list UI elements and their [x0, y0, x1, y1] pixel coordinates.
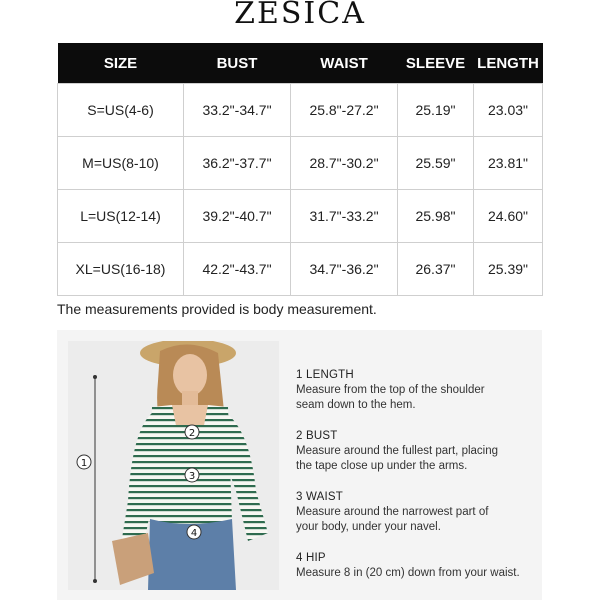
cell-length: 23.81"	[474, 137, 543, 190]
cell-bust: 39.2"-40.7"	[184, 190, 291, 243]
brand-logo: ZESICA	[234, 0, 366, 31]
cell-size: M=US(8-10)	[58, 137, 184, 190]
table-row	[58, 137, 543, 190]
marker-label: 4	[190, 528, 198, 539]
cell-sleeve: 25.59"	[398, 137, 474, 190]
instruction-bust	[296, 429, 541, 474]
instruction-line: your body, under your navel.	[296, 521, 441, 533]
cell-size: L=US(12-14)	[58, 190, 184, 243]
cell-length: 23.03"	[474, 84, 543, 137]
instruction-line: Measure around the fullest part, placing	[296, 445, 499, 457]
model-photo	[68, 341, 279, 590]
cell-waist: 31.7"-33.2"	[291, 190, 398, 243]
marker-waist	[185, 468, 199, 482]
header-waist: WAIST	[291, 43, 398, 84]
measurement-note: The measurements provided is body measurement.	[57, 301, 377, 317]
size-chart-table	[57, 43, 543, 296]
measurement-instructions	[296, 368, 541, 597]
cell-waist: 28.7"-30.2"	[291, 137, 398, 190]
marker-length	[77, 455, 91, 469]
cell-length: 24.60"	[474, 190, 543, 243]
instruction-title: 1 LENGTH	[296, 369, 354, 381]
cell-bust: 42.2"-43.7"	[184, 243, 291, 296]
cell-size: XL=US(16-18)	[58, 243, 184, 296]
cell-length: 25.39"	[474, 243, 543, 296]
instruction-hip	[296, 551, 541, 581]
cell-sleeve: 25.19"	[398, 84, 474, 137]
marker-hip	[187, 525, 201, 539]
instruction-line: the tape close up under the arms.	[296, 460, 468, 472]
header-size: SIZE	[58, 43, 184, 84]
cell-bust: 36.2"-37.7"	[184, 137, 291, 190]
marker-label: 2	[188, 428, 196, 439]
header-bust: BUST	[184, 43, 291, 84]
instruction-line: seam down to the hem.	[296, 399, 416, 411]
cell-waist: 34.7"-36.2"	[291, 243, 398, 296]
table-row	[58, 84, 543, 137]
cell-sleeve: 26.37"	[398, 243, 474, 296]
header-sleeve: SLEEVE	[398, 43, 474, 84]
instruction-title: 2 BUST	[296, 430, 338, 442]
marker-bust	[185, 425, 199, 439]
marker-label: 1	[80, 458, 88, 469]
marker-label: 3	[188, 471, 196, 482]
instruction-line: Measure around the narrowest part of	[296, 506, 489, 518]
cell-bust: 33.2"-34.7"	[184, 84, 291, 137]
table-row	[58, 243, 543, 296]
instruction-title: 4 HIP	[296, 552, 326, 564]
instruction-line: Measure from the top of the shoulder	[296, 384, 485, 396]
cell-sleeve: 25.98"	[398, 190, 474, 243]
instruction-line: Measure 8 in (20 cm) down from your waist.	[296, 567, 520, 579]
instruction-length	[296, 368, 541, 413]
table-header-row	[58, 43, 543, 84]
header-length: LENGTH	[474, 43, 543, 84]
instruction-title: 3 WAIST	[296, 491, 343, 503]
cell-size: S=US(4-6)	[58, 84, 184, 137]
model-illustration	[68, 341, 279, 590]
cell-waist: 25.8"-27.2"	[291, 84, 398, 137]
measurement-guide-panel	[57, 330, 542, 600]
table-row	[58, 190, 543, 243]
instruction-waist	[296, 490, 541, 535]
